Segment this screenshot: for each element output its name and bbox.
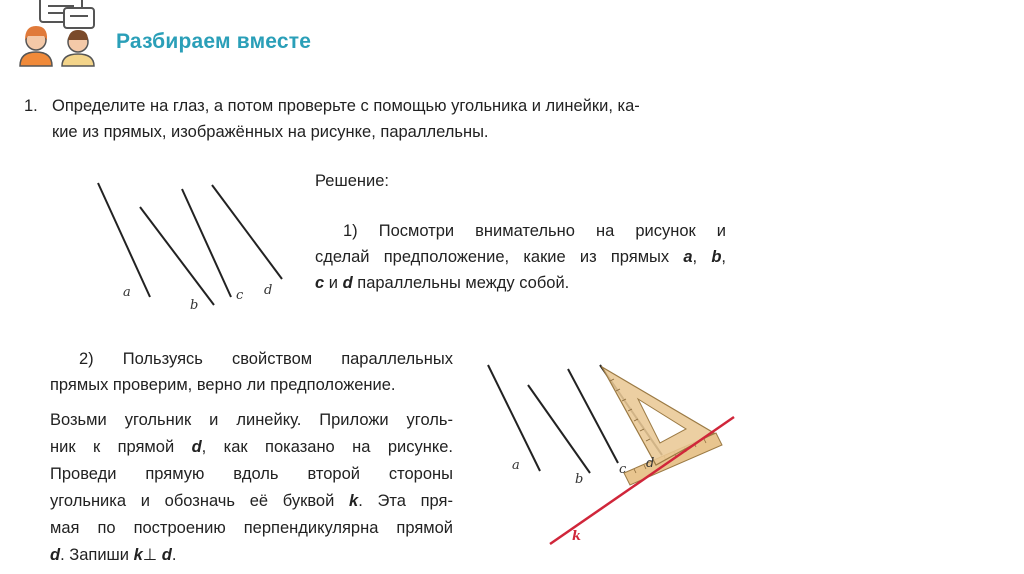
step2-line-2: прямых проверим, верно ли предположение. [50,376,396,394]
task-line-2: кие из прямых, изображённых на рисунке, параллельны. [52,123,489,141]
step2-para-line-5: мая по построению перпендикулярна прямой [50,519,453,537]
step1-line-2: сделай предположение, какие из прямых a, b, [315,248,727,266]
step1-line-1: 1) Посмотри внимательно на рисунок и [343,222,726,240]
task-number: 1. [24,97,38,115]
solution-heading: Решение: [315,172,389,190]
label-k: k [572,529,582,544]
line-b [140,207,214,305]
label-d: d [264,283,273,298]
page-title: Разбираем вместе [116,30,312,53]
discussion-people-icon [16,0,108,70]
label-a: a [123,285,131,300]
task-line-1: Определите на глаз, а потом проверьте с помощью угольника и линейки, ка- [52,97,640,115]
step2-para-line-6: d. Запиши k⊥ d. [50,546,177,564]
step2-para-line-4: угольника и обозначь её буквой k. Эта пря- [50,492,453,510]
label-b: b [575,472,584,487]
label-d: d [646,456,655,471]
line-b [528,385,590,473]
step1-line-3: c и d параллельны между собой. [315,274,570,292]
figure-parallel-lines [90,175,310,325]
figure-triangle-ruler [478,355,743,555]
line-c [182,189,231,297]
label-c: c [619,462,627,477]
label-a: a [512,458,520,473]
line-d [212,185,282,279]
line-a [488,365,540,471]
step2-para-line-2: ник к прямой d, как показано на рисунке. [50,438,453,456]
label-c: c [236,288,244,303]
step2-para-line-1: Возьми угольник и линейку. Приложи уголь- [50,411,453,429]
step2-para-line-3: Проведи прямую вдоль второй стороны [50,465,453,483]
step2-line-1: 2) Пользуясь свойством параллельных [79,350,453,368]
line-a [98,183,150,297]
label-b: b [190,298,199,313]
